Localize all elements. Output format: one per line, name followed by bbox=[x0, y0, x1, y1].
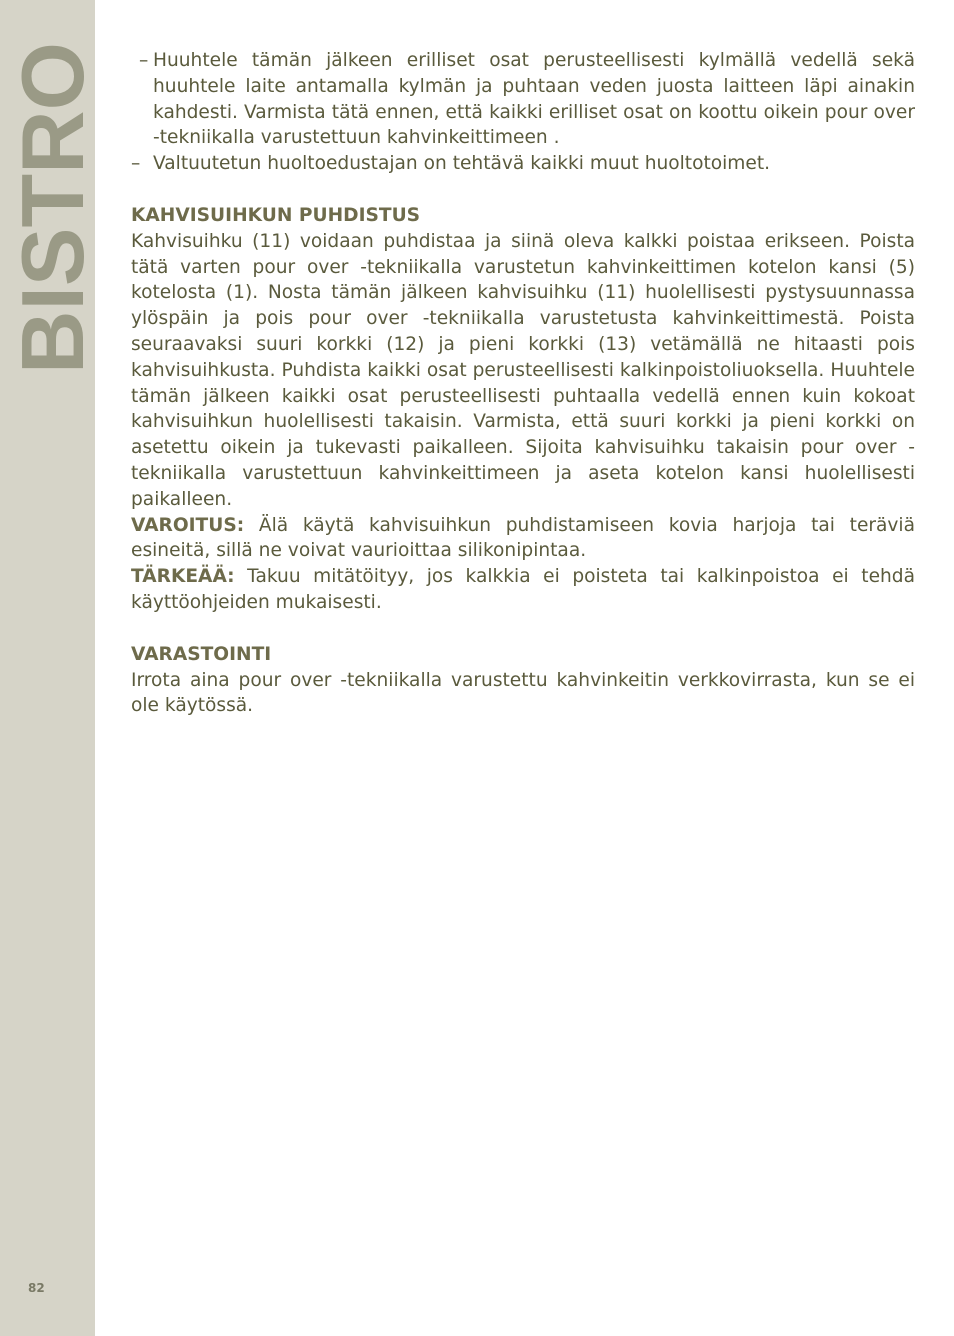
list-item-text: Huuhtele tämän jälkeen erilliset osat perusteellisesti kylmällä vedellä sekä huuhtele laite antamalla kylmän ja puhtaan veden juosta laitteen läpi ainakin kahdesti. Varmista tätä ennen, että kaikki erilliset osat on koottu oikein pour over -tekniikalla varustettuun kahvinkeittimeen . bbox=[153, 50, 915, 149]
important-label: TÄRKEÄÄ: bbox=[131, 566, 235, 588]
list-item bbox=[131, 151, 915, 177]
brand-logo bbox=[3, 38, 102, 378]
warning-text: Älä käytä kahvisuihkun puhdistamiseen kovia harjoja tai teräviä esineitä, sillä ne voivat vaurioittaa silikonipintaa. bbox=[131, 514, 915, 562]
section-body-cleaning: Kahvisuihku (11) voidaan puhdistaa ja siinä oleva kalkki poistaa erikseen. Poista tätä varten pour over -tekniikalla varustetun kahvinkeittimen kotelon kansi (5) kotelosta (1). Nosta tämän jälkeen kahvisuihku (11) huolellisesti pystysuunnassa ylöspäin ja pois pour over -tekniikalla varustetusta kahvinkeittimestä. Poista seuraavaksi suuri korkki (12) ja pieni korkki (13) vetämällä ne hitaasti pois kahvisuihkusta. Puhdista kaikki osat perusteellisesti kalkinpoistoliuoksella. Huuhtele tämän jälkeen kaikki osat perusteellisesti puhtaalla vedellä ennen kuin kokoat kahvisuihkun huolellisesti takaisin. Varmista, että suuri korkki ja pieni korkki on asetettu oikein ja tukevasti paikalleen. Sijoita kahvisuihku takaisin pour over -tekniikalla varustettuun kahvinkeittimeen ja aseta kotelon kansi huolellisesti paikalleen. bbox=[131, 230, 915, 510]
warning-paragraph bbox=[131, 513, 915, 565]
dash-marker: – bbox=[131, 153, 141, 175]
spacer bbox=[131, 177, 915, 203]
dash-marker: – bbox=[139, 50, 149, 71]
list-item bbox=[131, 48, 915, 151]
section-heading-cleaning: KAHVISUIHKUN PUHDISTUS bbox=[131, 204, 421, 226]
spacer bbox=[131, 616, 915, 642]
important-paragraph bbox=[131, 564, 915, 616]
page-number: 82 bbox=[28, 1281, 45, 1295]
section-heading-storage: VARASTOINTI bbox=[131, 643, 272, 665]
section-body-storage: Irrota aina pour over -tekniikalla varustettu kahvinkeitin verkkovirrasta, kun se ei ole käytössä. bbox=[131, 669, 915, 717]
main-content bbox=[131, 48, 915, 719]
sidebar bbox=[0, 0, 102, 1336]
warning-label: VAROITUS: bbox=[131, 514, 245, 536]
important-text: Takuu mitätöityy, jos kalkkia ei poisteta tai kalkinpoistoa ei tehdä käyttöohjeiden mukaisesti. bbox=[131, 566, 915, 613]
list-item-text: Valtuutetun huoltoedustajan on tehtävä kaikki muut huoltotoimet. bbox=[153, 153, 771, 175]
brand-text: BISTRO bbox=[3, 41, 102, 374]
